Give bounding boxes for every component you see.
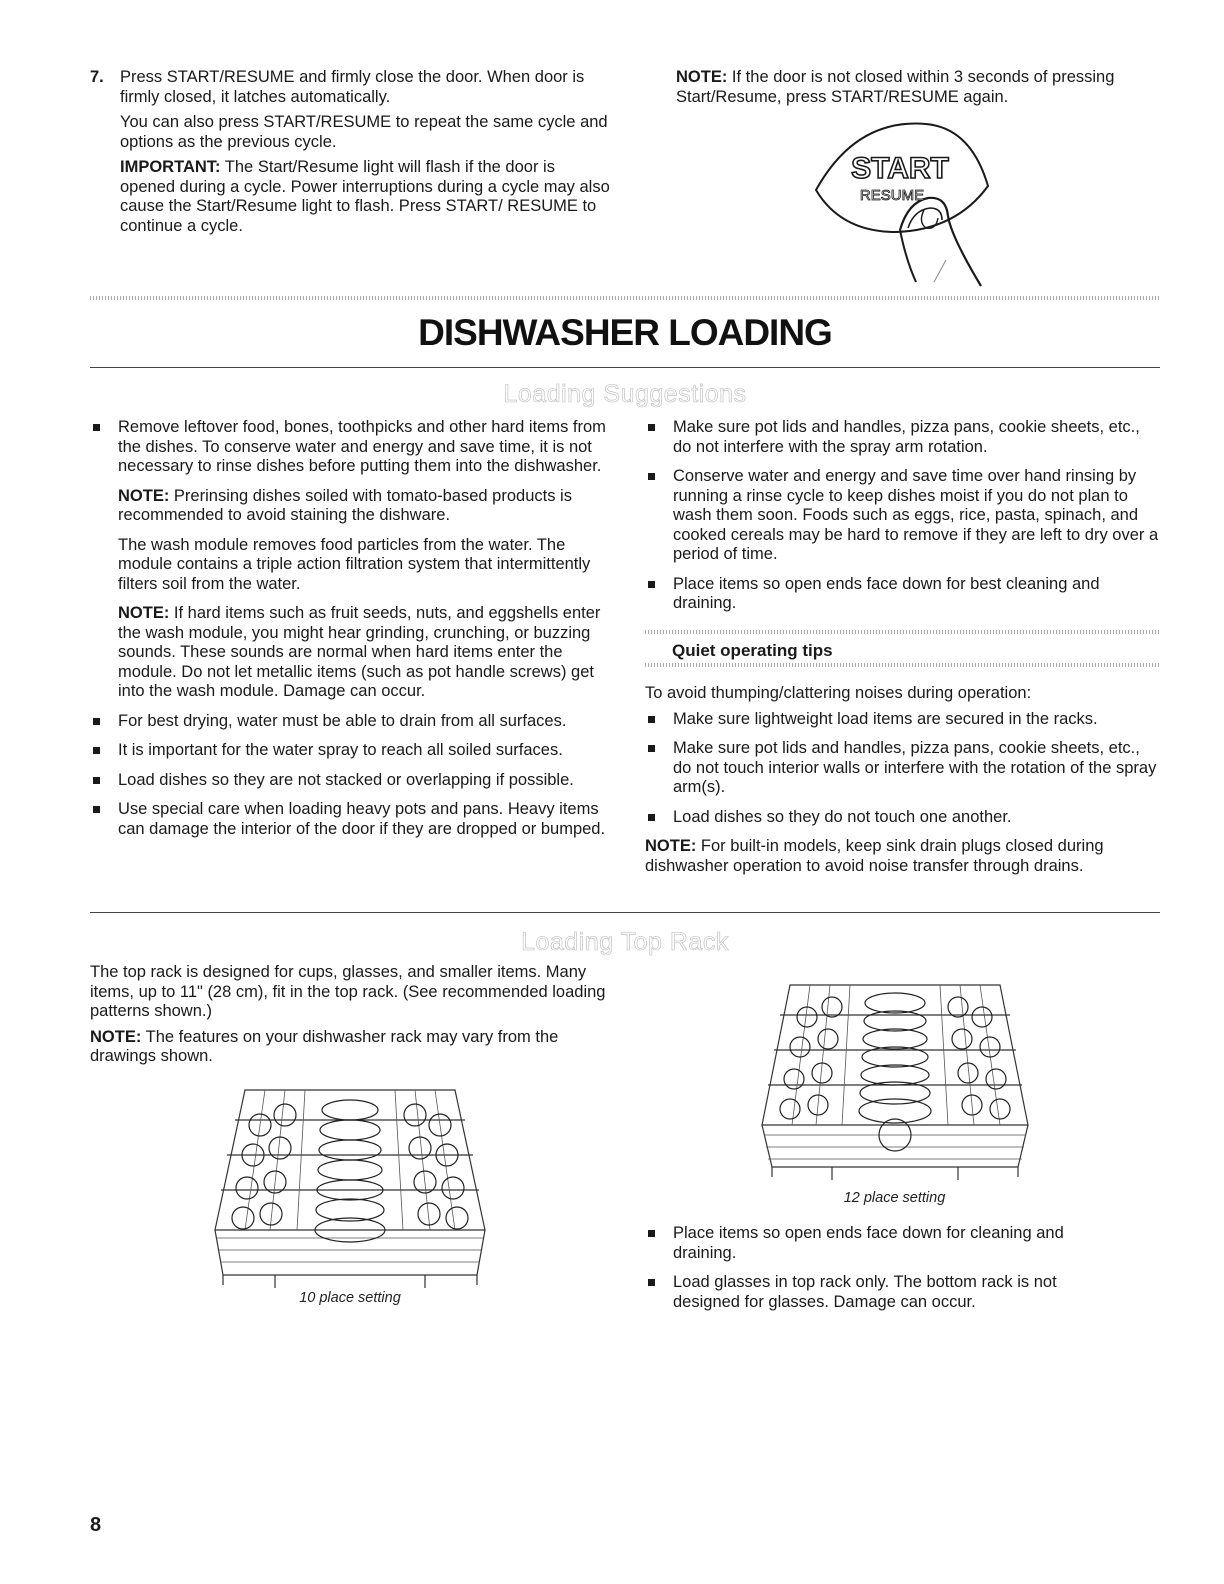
- note-text: If hard items such as fruit seeds, nuts, and eggshells enter the wash module, you might hear grinding, crunching, or buzzing sounds. These sounds are normal when hard items enter the module. Do not let metallic items (such as pot handle screws) get into the wash module. Damage can occur.: [118, 604, 601, 700]
- note-label: NOTE:: [90, 1027, 142, 1046]
- caption-12-place-setting: 12 place setting: [843, 1190, 946, 1206]
- page-number: 8: [90, 1514, 102, 1536]
- note-label: NOTE:: [118, 604, 170, 622]
- title-rule: [90, 367, 1160, 368]
- important-label: IMPORTANT:: [120, 158, 221, 176]
- quiet-tips-rule-bottom: [645, 663, 1160, 667]
- suggestions-left-column: [90, 418, 612, 839]
- note-text: If the door is not closed within 3 seconds of pressing Start/Resume, press START/RESUME again.: [676, 68, 1115, 106]
- note-label: NOTE:: [645, 837, 697, 855]
- list-item: Place items so open ends face down for cleaning and draining.: [645, 1224, 1125, 1263]
- loading-suggestions-heading: Loading Suggestions: [503, 380, 747, 408]
- rack-features-note: [90, 1028, 612, 1067]
- list-item: Make sure pot lids and handles, pizza pans, cookie sheets, etc., do not interfere with the spray arm rotation.: [645, 418, 1160, 457]
- list-item: Use special care when loading heavy pots and pans. Heavy items can damage the interior of the door if they are dropped or bumped.: [90, 800, 612, 839]
- page-title: DISHWASHER LOADING: [418, 312, 832, 353]
- important-text: The Start/Resume light will flash if the door is opened during a cycle. Power interruptions during a cycle may also cause the Start/Resume light to flash. Press START/ RESUME to continue a cycle.: [120, 158, 610, 235]
- note-text: The features on your dishwasher rack may vary from the drawings shown.: [90, 1027, 559, 1065]
- note-label: NOTE:: [118, 486, 170, 505]
- list-item: Remove leftover food, bones, toothpicks and other hard items from the dishes. To conserve water and energy and save time, it is not necessary to rinse dishes before putting them into the dishwasher.: [90, 418, 612, 477]
- note-text: Prerinsing dishes soiled with tomato-based products is recommended to avoid staining the dishware.: [118, 486, 572, 524]
- caption-10-place-setting: 10 place setting: [299, 1290, 401, 1306]
- loading-top-rack-heading: Loading Top Rack: [521, 928, 729, 956]
- list-item: For best drying, water must be able to drain from all surfaces.: [90, 712, 612, 732]
- step-7-repeat-text: You can also press START/RESUME to repeat the same cycle and options as the previous cycle.: [120, 113, 608, 151]
- list-item: Load dishes so they are not stacked or overlapping if possible.: [90, 771, 612, 791]
- wash-module-text: The wash module removes food particles from the water. The module contains a triple action filtration system that intermittently filters soil from the water.: [118, 535, 591, 593]
- rack-12-place-setting-illustration: [752, 975, 1037, 1185]
- resume-label: RESUME: [859, 187, 925, 204]
- quiet-tips-intro: To avoid thumping/clattering noises during operation:: [645, 684, 1032, 702]
- hard-items-note: [118, 604, 612, 702]
- door-note: [676, 68, 1166, 107]
- quiet-tips-body: [645, 684, 1160, 876]
- plates-icon: [859, 993, 931, 1151]
- list-item: It is important for the water spray to reach all soiled surfaces.: [90, 741, 612, 761]
- plates-icon: [315, 1100, 385, 1242]
- list-item: Load dishes so they do not touch one another.: [645, 808, 1160, 828]
- start-resume-button-illustration: [796, 110, 1006, 290]
- quiet-tips-heading: Quiet operating tips: [672, 641, 833, 660]
- top-rack-tips: [645, 1224, 1125, 1312]
- list-item: Make sure pot lids and handles, pizza pans, cookie sheets, etc., do not touch interior walls or interfere with the rotation of the spray arm(s).: [645, 739, 1160, 798]
- note-text: For built-in models, keep sink drain plugs closed during dishwasher operation to avoid noise transfer through drains.: [645, 837, 1104, 875]
- important-note: [120, 158, 610, 236]
- step-number: 7.: [90, 68, 104, 86]
- top-rack-text: The top rack is designed for cups, glasses, and smaller items. Many items, up to 11" (28 cm), fit in the top rack. (See recommended loading patterns shown.): [90, 963, 606, 1020]
- drain-plug-note: [645, 837, 1160, 876]
- list-item: Conserve water and energy and save time over hand rinsing by running a rinse cycle to keep dishes moist if you do not plan to wash them soon. Foods such as eggs, rice, pasta, spinach, and cooked cereals may be hard to remove if they are left to dry over a period of time.: [645, 467, 1160, 565]
- top-rack-rule: [90, 912, 1160, 913]
- prerinse-note: [118, 487, 612, 526]
- section-divider: [90, 296, 1160, 300]
- list-item: Place items so open ends face down for best cleaning and draining.: [645, 575, 1160, 614]
- suggestions-right-column: [645, 418, 1160, 614]
- step-7-text: Press START/RESUME and firmly close the door. When door is firmly closed, it latches automatically.: [120, 68, 585, 106]
- list-item: Make sure lightweight load items are secured in the racks.: [645, 710, 1160, 730]
- step-7: [90, 68, 610, 236]
- cups-icon: [232, 1104, 468, 1229]
- rack-10-place-setting-illustration: [205, 1080, 495, 1290]
- quiet-tips-rule-top: [645, 630, 1160, 634]
- top-rack-intro: [90, 963, 612, 1067]
- start-label: START: [851, 152, 949, 185]
- list-item: Load glasses in top rack only. The bottom rack is not designed for glasses. Damage can occur.: [645, 1273, 1125, 1312]
- note-label: NOTE:: [676, 68, 728, 86]
